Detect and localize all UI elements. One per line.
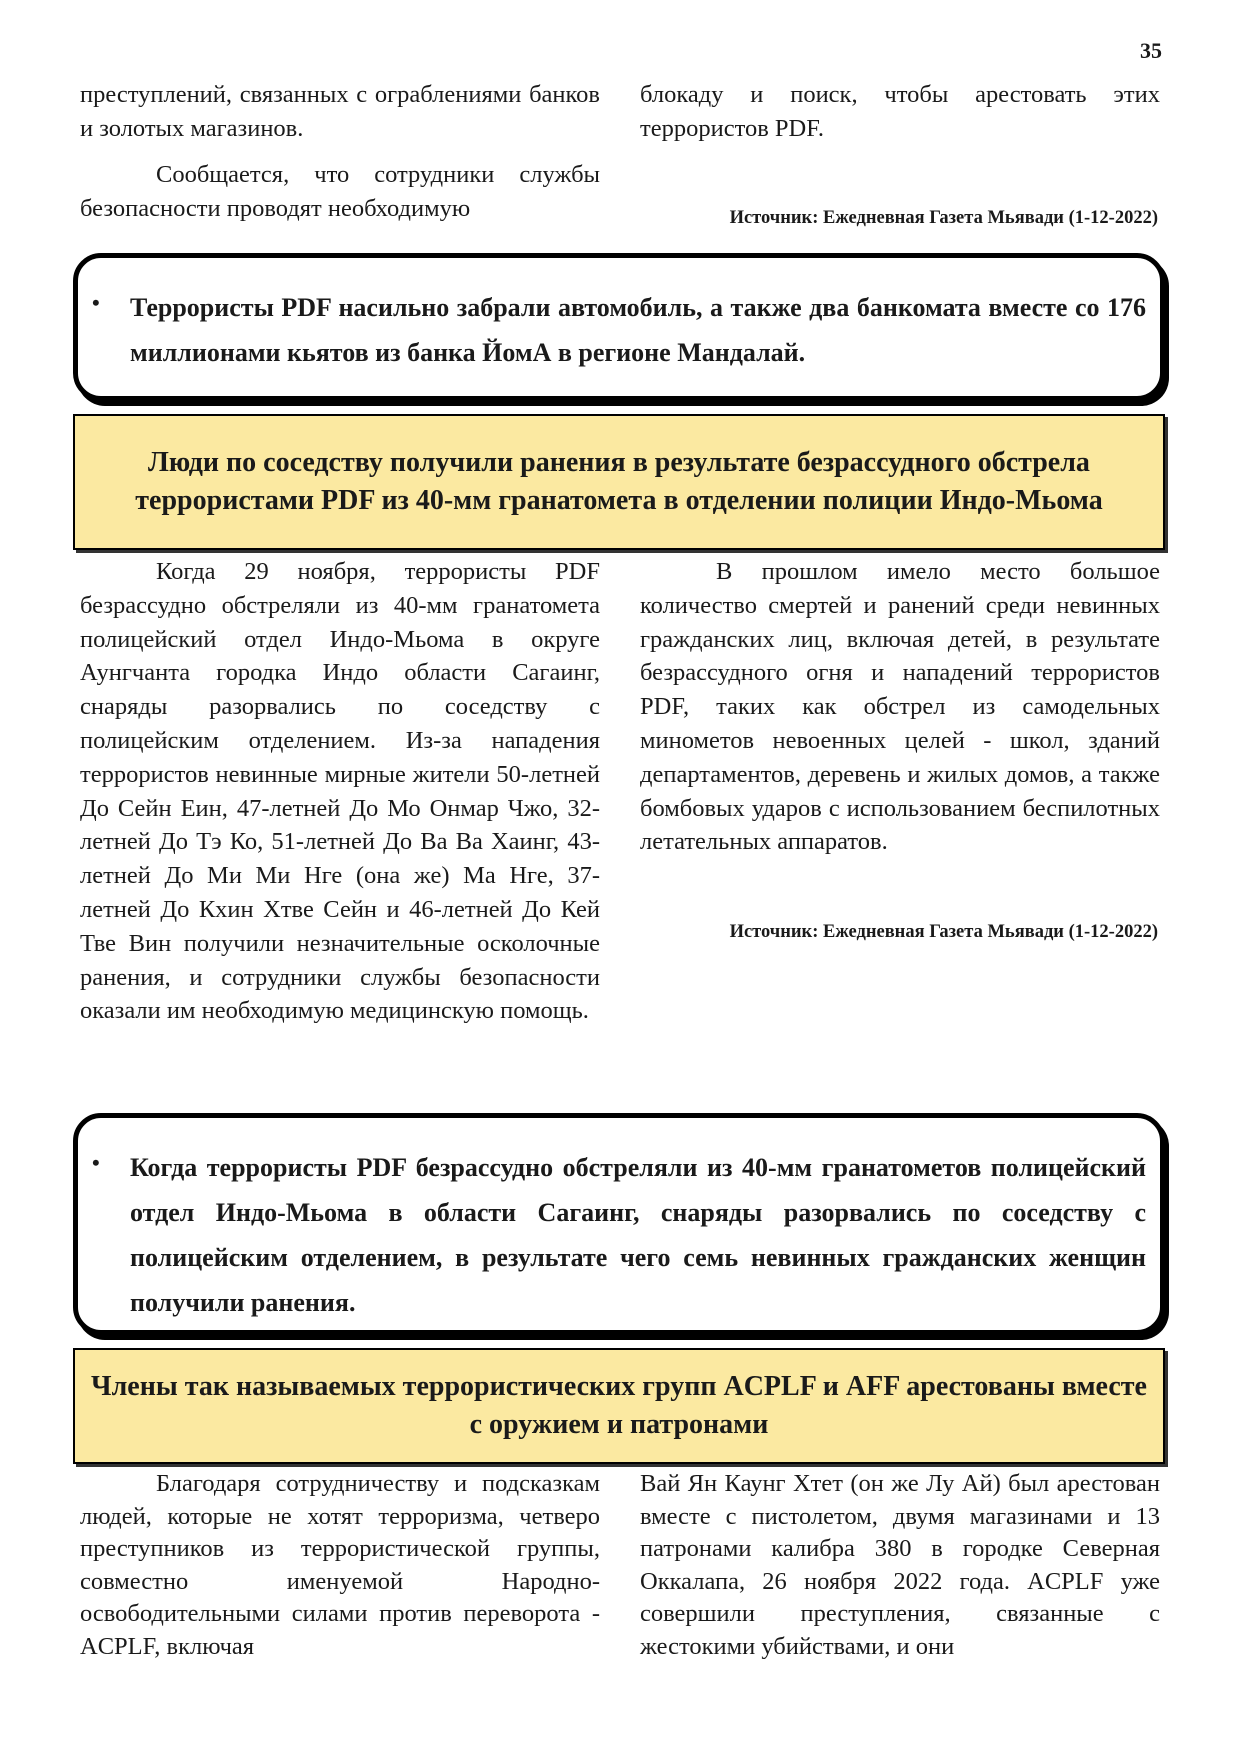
section3-right-column [640, 1468, 1160, 1663]
paragraph: блокаду и поиск, чтобы арестовать этих террористов PDF. [640, 81, 1160, 142]
section3-left-column [80, 1468, 600, 1663]
paragraph: Когда 29 ноября, террористы PDF безрассудно обстреляли из 40-мм гранатомета полицейский отдел Индо-Мьома в округе Аунгчанта городка Индо области Сагаинг, снаряды разорвались по соседству с полицейским отделением. Из-за нападения террористов невинные мирные жители 50-летней До Сейн Еин, 47-летней До Мо Онмар Чжо, 32-летней До Тэ Ко, 51-летней До Ва Ва Хаинг, 43-летней До Ми Ми Нге (она же) Ма Нге, 37-летней До Кхин Хтве Сейн и 46-летней До Кей Тве Вин получили незначительные осколочные ранения, и сотрудники службы безопасности оказали им необходимую медицинскую помощь. [80, 558, 600, 1025]
source-citation: Источник: Ежедневная Газета Мьявади (1-12-2022) [729, 208, 1158, 228]
source-citation: Источник: Ежедневная Газета Мьявади (1-12-2022) [729, 922, 1158, 942]
bullet-icon: • [92, 290, 100, 315]
article-headline: Люди по соседству получили ранения в результате безрассудного обстрела террористами PDF из 40-мм гранатомета в отделении полиции Индо-Мьома [73, 414, 1165, 550]
callout-box [73, 253, 1165, 401]
paragraph: преступлений, связанных с ограблениями банков и золотых магазинов. [80, 81, 600, 142]
bullet-icon: • [92, 1150, 100, 1175]
section2-left-column [80, 555, 600, 1028]
paragraph: В прошлом имело место большое количество смертей и ранений среди невинных гражданских лиц, включая детей, в результате безрассудного огня и нападений террористов PDF, таких как обстрел из самодельных минометов невоенных целей - школ, зданий департаментов, деревень и жилых домов, а также бомбовых ударов с использованием беспилотных летательных аппаратов. [640, 558, 1160, 856]
paragraph: Вай Ян Каунг Хтет (он же Лу Ай) был арестован вместе с пистолетом, двумя магазинами и 13 патронами калибра 380 в городке Северная Оккалапа, 26 ноября 2022 года. ACPLF уже совершили преступления, связанные с жестокими убийствами, и они [640, 1470, 1160, 1660]
callout-text: Террористы PDF насильно забрали автомобиль, а также два банкомата вместе со 176 миллионами кьятов из банка ЙомА в регионе Мандалай. [130, 293, 1146, 367]
callout-box [73, 1113, 1165, 1335]
paragraph: Сообщается, что сотрудники службы безопасности проводят необходимую [80, 161, 600, 222]
page-number: 35 [1140, 38, 1162, 63]
section1-left-column [80, 78, 600, 226]
callout-text: Когда террористы PDF безрассудно обстреляли из 40-мм гранатометов полицейский отдел Индо-Мьома в области Сагаинг, снаряды разорвались по соседству с полицейским отделением, в результате чего семь невинных гражданских женщин получили ранения. [130, 1153, 1146, 1317]
section2-right-column [640, 555, 1160, 859]
section1-right-column [640, 78, 1160, 146]
paragraph: Благодаря сотрудничеству и подсказкам людей, которые не хотят терроризма, четверо преступников из террористической группы, совместно именуемой Народно-освободительными силами против переворота - ACPLF, включая [80, 1470, 600, 1660]
article-headline: Члены так называемых террористических групп ACPLF и AFF арестованы вместе с оружием и патронами [73, 1348, 1165, 1464]
